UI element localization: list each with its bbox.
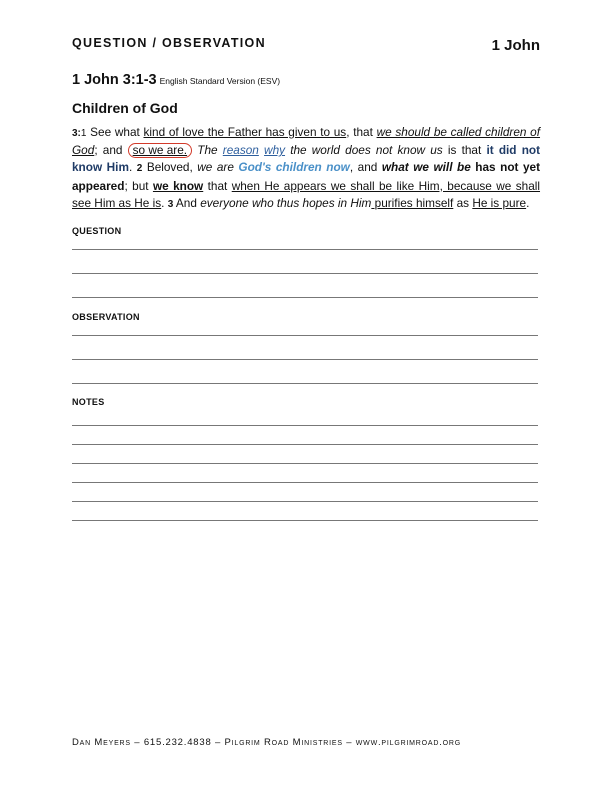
observation-line [72,383,538,384]
passage-reference [72,72,280,88]
scripture-text: Beloved, [142,160,198,175]
scripture-highlight-why: why [264,143,286,158]
scripture-italic: we are [197,160,234,175]
scripture-text: . [161,195,168,210]
observation-line [72,359,538,360]
passage-citation: 1 John 3:1-3 [72,72,157,88]
notes-line [72,463,538,464]
scripture-text: that [203,178,232,193]
question-line [72,297,538,298]
scripture-text: ; but [124,178,153,193]
scripture-passage [72,124,540,213]
observation-label: OBSERVATION [72,312,140,322]
notes-line [72,482,538,483]
worksheet-title: QUESTION / OBSERVATION [72,36,266,50]
scripture-text: as [453,195,473,210]
notes-line [72,501,538,502]
scripture-bold: has not yet appeared [72,160,541,193]
verse-number-3: 3 [167,198,174,210]
scripture-text: And [173,195,201,210]
scripture-text: is that [442,143,487,158]
scripture-text: , and [349,160,382,175]
verse-number-2: 2 [136,163,143,175]
notes-label: NOTES [72,397,105,407]
footer-contact: Dan Meyers – 615.232.4838 – Pilgrim Road Ministries – www.pilgrimroad.org [72,737,462,748]
notes-line [72,520,538,521]
scripture-underline: He is pure [472,195,527,210]
scripture-emphasis-navy: it did not know Him [72,143,541,175]
scripture-emphasis-blue: God's children now [238,160,350,175]
verse-number-1-sub: 1 [80,128,87,139]
scripture-italic: everyone who thus hopes in Him [200,195,372,210]
scripture-text: See what [90,125,144,139]
bible-version: English Standard Version (ESV) [159,76,281,86]
notes-line [72,425,538,426]
scripture-italic: the world does not know us [285,143,443,158]
circled-phrase: so we are. [128,143,192,158]
scripture-text: . [526,195,530,210]
observation-line [72,335,538,336]
book-title: 1 John [491,37,540,54]
scripture-underline-italic: we should be called children of God [72,125,541,158]
question-label: QUESTION [72,226,122,236]
scripture-text: . [128,160,137,175]
scripture-highlight-reason: reason [222,143,259,158]
notes-line [72,444,538,445]
scripture-bold-underline: we know [152,178,204,193]
scripture-bold-italic: what we will be [381,160,471,175]
scripture-text: , that [346,125,377,139]
question-line [72,273,538,274]
section-title: Children of God [72,100,178,116]
scripture-text: ; and [94,143,128,158]
question-line [72,249,538,250]
scripture-underline: kind of love the Father has given to us [143,125,347,139]
scripture-italic: The [192,143,223,158]
scripture-underline: purifies himself [371,195,454,210]
scripture-underline: when He appears we shall be like Him, because we shall see Him as He is [72,178,541,210]
verse-number-1: 3: [72,128,81,139]
